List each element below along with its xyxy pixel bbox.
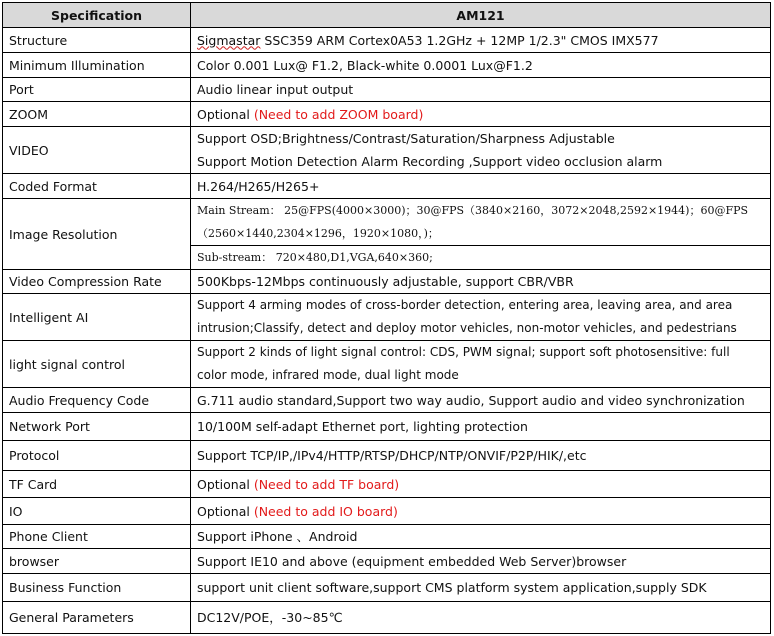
label-browser: browser — [3, 549, 191, 574]
header-row — [3, 3, 771, 28]
row-video — [3, 127, 771, 174]
header-model: AM121 — [191, 3, 771, 28]
value-audio-frequency-code: G.711 audio standard,Support two way audio, Support audio and video synchronization — [191, 388, 771, 413]
row-phone-client — [3, 525, 771, 549]
value-business-function: support unit client software,support CMS platform system application,supply SDK — [191, 574, 771, 602]
value-protocol: Support TCP/IP,/IPv4/HTTP/RTSP/DHCP/NTP/ONVIF/P2P/HIK/,etc — [191, 441, 771, 471]
label-video-compression-rate: Video Compression Rate — [3, 270, 191, 294]
label-light-signal-control: light signal control — [3, 341, 191, 388]
label-image-resolution: Image Resolution — [3, 199, 191, 270]
value-structure: Sigmastar SSC359 ARM Cortex0A53 1.2GHz + 12MP 1/2.3" CMOS IMX577 — [191, 28, 771, 53]
label-zoom: ZOOM — [3, 102, 191, 127]
row-light-signal-control — [3, 341, 771, 388]
value-intelligent-ai: Support 4 arming modes of cross-border detection, entering area, leaving area, and area intrusion;Classify, detect and deploy motor vehicles, non-motor vehicles, and pedestrians — [191, 294, 771, 341]
zoom-board-note: (Need to add ZOOM board) — [253, 106, 424, 122]
label-coded-format: Coded Format — [3, 174, 191, 199]
value-tf-card: Optional (Need to add TF board) — [191, 471, 771, 498]
value-zoom: Optional (Need to add ZOOM board) — [191, 102, 771, 127]
label-video: VIDEO — [3, 127, 191, 174]
row-coded-format — [3, 174, 771, 199]
row-network-port — [3, 413, 771, 441]
row-video-compression-rate — [3, 270, 771, 294]
row-io — [3, 498, 771, 525]
label-general-parameters: General Parameters — [3, 602, 191, 634]
label-tf-card: TF Card — [3, 471, 191, 498]
value-coded-format: H.264/H265/H265+ — [191, 174, 771, 199]
sub-stream-line: Sub-stream： 720×480,D1,VGA,640×360; — [191, 245, 770, 269]
label-minimum-illumination: Minimum Illumination — [3, 53, 191, 78]
value-minimum-illumination: Color 0.001 Lux@ F1.2, Black-white 0.0001 Lux@F1.2 — [191, 53, 771, 78]
main-stream-line-2: （2560×1440,2304×1296，1920×1080，)； — [197, 227, 439, 240]
value-phone-client: Support iPhone 、Android — [191, 525, 771, 549]
header-specification: Specification — [3, 3, 191, 28]
value-general-parameters: DC12V/POE，-30~85℃ — [191, 602, 771, 634]
row-zoom — [3, 102, 771, 127]
label-phone-client: Phone Client — [3, 525, 191, 549]
io-board-note: (Need to add IO board) — [253, 503, 398, 519]
label-network-port: Network Port — [3, 413, 191, 441]
row-tf-card — [3, 471, 771, 498]
value-port: Audio linear input output — [191, 78, 771, 102]
row-intelligent-ai — [3, 294, 771, 341]
spec-table — [2, 2, 771, 634]
label-structure: Structure — [3, 28, 191, 53]
value-image-resolution — [191, 199, 771, 270]
row-audio-frequency-code — [3, 388, 771, 413]
value-light-signal-control: Support 2 kinds of light signal control: CDS, PWM signal; support soft photosensitive: full color mode, infrared mode, dual light mode — [191, 341, 771, 388]
row-general-parameters — [3, 602, 771, 634]
label-intelligent-ai: Intelligent AI — [3, 294, 191, 341]
label-audio-frequency-code: Audio Frequency Code — [3, 388, 191, 413]
tf-board-note: (Need to add TF board) — [253, 476, 400, 492]
row-protocol — [3, 441, 771, 471]
row-port — [3, 78, 771, 102]
row-minimum-illumination — [3, 53, 771, 78]
value-video: Support OSD;Brightness/Contrast/Saturation/Sharpness Adjustable Support Motion Detection Alarm Recording ,Support video occlusion alarm — [191, 127, 771, 174]
label-io: IO — [3, 498, 191, 525]
value-network-port: 10/100M self-adapt Ethernet port, lighting protection — [191, 413, 771, 441]
value-browser: Support IE10 and above (equipment embedded Web Server)browser — [191, 549, 771, 574]
label-business-function: Business Function — [3, 574, 191, 602]
value-io: Optional (Need to add IO board) — [191, 498, 771, 525]
row-business-function — [3, 574, 771, 602]
value-video-compression-rate: 500Kbps-12Mbps continuously adjustable, support CBR/VBR — [191, 270, 771, 294]
label-port: Port — [3, 78, 191, 102]
row-structure — [3, 28, 771, 53]
main-stream-line-1: Main Stream： 25@FPS(4000×3000)；30@FPS（3840×2160，3072×2048,2592×1944)；60@FPS — [197, 204, 749, 217]
label-protocol: Protocol — [3, 441, 191, 471]
row-image-resolution — [3, 199, 771, 270]
row-browser — [3, 549, 771, 574]
